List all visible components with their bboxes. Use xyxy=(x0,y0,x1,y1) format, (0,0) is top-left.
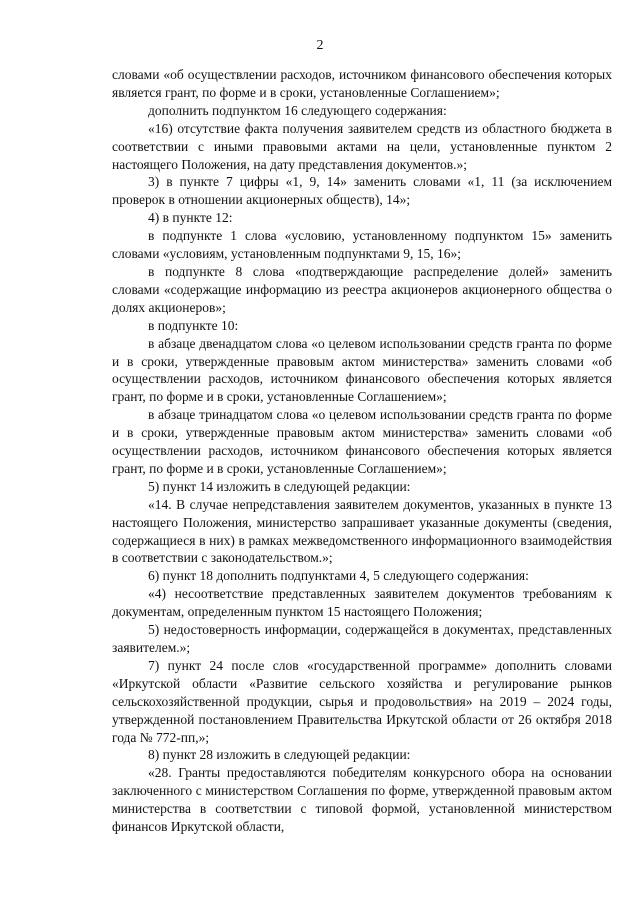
paragraph: 5) пункт 14 изложить в следующей редакции: xyxy=(148,478,411,494)
paragraph: в подпункте 8 слова «подтверждающие распределение долей» заменить словами «содержащие информацию из реестра акционеров акционерного общества о долях акционеров»; xyxy=(112,263,612,315)
paragraph: 5) недостоверность информации, содержащейся в документах, представленных заявителем.»; xyxy=(112,622,612,655)
paragraph: 6) пункт 18 дополнить подпунктами 4, 5 следующего содержания: xyxy=(148,568,529,584)
paragraph: словами «об осуществлении расходов, источником финансового обеспечения которых является грант, по форме и в сроки, установленные Соглашением»; xyxy=(112,67,612,100)
paragraph: 4) в пункте 12: xyxy=(148,210,233,226)
paragraph: в абзаце двенадцатом слова «о целевом использовании средств гранта по форме и в сроки, утвержденные правовым актом министерства» заменить словами «об осуществлении расходов, источником финансового обеспечения которых является грант, по форме и в сроки, установленные Соглашением»; xyxy=(112,335,612,405)
paragraph: «14. В случае непредставления заявителем документов, указанных в пункте 13 настоящего Положения, министерство запрашивает указанные документы (сведения, содержащиеся в них) в рамках межведомственного информационного взаимодействия в соответствии с законодательством.»; xyxy=(112,496,612,566)
document-body xyxy=(112,66,612,836)
paragraph: «28. Гранты предоставляются победителям конкурсного обора на основании заключенного с министерством Соглашения по форме, утвержденной правовым актом министерства в соответствии с типовой формой, установленной министерством финансов Иркутской области, xyxy=(112,765,612,835)
paragraph: «16) отсутствие факта получения заявителем средств из областного бюджета в соответствии с иными правовыми актами на цели, установленные пунктом 2 настоящего Положения, на дату представления документов.»; xyxy=(112,120,612,172)
paragraph: в подпункте 1 слова «условию, установленному подпунктом 15» заменить словами «условиям, установленным подпунктами 9, 15, 16»; xyxy=(112,228,612,262)
paragraph: 3) в пункте 7 цифры «1, 9, 14» заменить словами «1, 11 (за исключением проверок в отношении акционерных обществ), 14»; xyxy=(112,174,612,208)
paragraph: в абзаце тринадцатом слова «о целевом использовании средств гранта по форме и в сроки, утвержденные правовым актом министерства» заменить словами «об осуществлении расходов, источником финансового обеспечения которых является грант, по форме и в сроки, установленные Соглашением»; xyxy=(112,407,612,476)
paragraph: в подпункте 10: xyxy=(148,317,239,333)
page-number: 2 xyxy=(316,38,324,53)
paragraph: «4) несоответствие представленных заявителем документов требованиям к документам, определенным пунктом 15 настоящего Положения; xyxy=(112,586,612,620)
paragraph: дополнить подпунктом 16 следующего содержания: xyxy=(148,102,447,118)
paragraph: 7) пункт 24 после слов «государственной программе» дополнить словами «Иркутской области «Развитие сельского хозяйства и регулирование рынков сельскохозяйственной продукции, сырья и продовольствия» на 2019 – 2024 годы, утвержденной постановлением Правительства Иркутской области от 26 октября 2018 года № 772-пп,»; xyxy=(112,657,612,745)
paragraph: 8) пункт 28 изложить в следующей редакции: xyxy=(148,747,411,763)
